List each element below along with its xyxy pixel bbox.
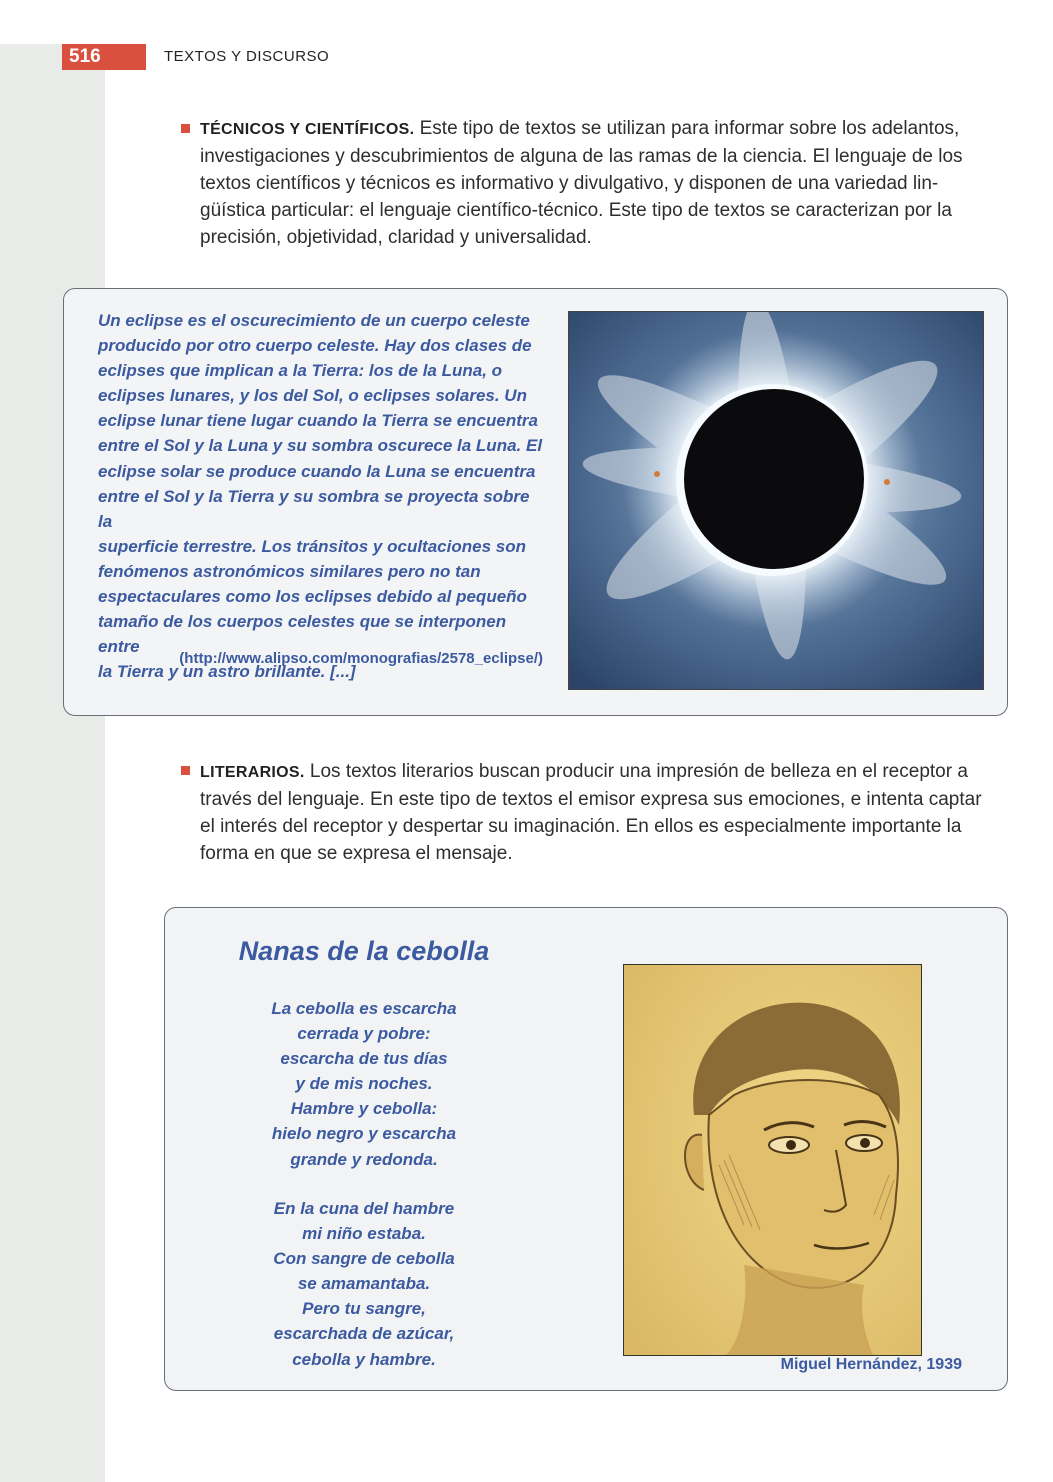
quote-line: superficie terrestre. Los tránsitos y ocultaciones son xyxy=(98,536,526,556)
poem-line: mi niño estaba. xyxy=(302,1224,426,1244)
poem-stanza-1 xyxy=(214,996,514,1172)
poem-line: En la cuna del hambre xyxy=(273,1199,455,1218)
author-portrait xyxy=(623,964,922,1356)
tecnicos-paragraph xyxy=(200,115,1008,251)
paragraph-line: través del lenguaje. En este tipo de textos el emisor expresa sus emociones, e intenta captar xyxy=(200,789,982,810)
eclipse-quote xyxy=(98,308,543,684)
poem-line: Con sangre de cebolla xyxy=(273,1249,455,1269)
poem-stanza-2 xyxy=(214,1196,514,1372)
quote-line: producido por otro cuerpo celeste. Hay dos clases de xyxy=(98,336,532,356)
paragraph-line: textos científicos y técnicos es informativo y divulgativo, y disponen de una variedad lin- xyxy=(200,173,939,194)
quote-line: tamaño de los cuerpos celestes que se interponen entre xyxy=(98,612,507,657)
quote-line: eclipse solar se produce cuando la Luna se encuentra xyxy=(98,461,536,481)
page-number: 516 xyxy=(62,44,146,70)
paragraph-line: Este tipo de textos se utilizan para informar sobre los adelantos, xyxy=(419,118,960,139)
solar-eclipse-illustration xyxy=(569,312,984,690)
poem-line: se amamantaba. xyxy=(297,1274,431,1294)
paragraph-line: investigaciones y descubrimientos de alguna de las ramas de la ciencia. El lenguaje de los xyxy=(200,146,963,167)
literarios-paragraph xyxy=(200,758,1008,867)
bullet-square-icon xyxy=(181,766,190,775)
poem-line: y de mis noches. xyxy=(295,1074,433,1094)
paragraph-line: Los textos literarios buscan producir una impresión de belleza en el receptor a xyxy=(309,761,968,782)
quote-line: eclipse lunar tiene lugar cuando la Tierra se encuentra xyxy=(98,411,538,431)
portrait-caption: Miguel Hernández, 1939 xyxy=(780,1356,962,1373)
quote-line: Un eclipse es el oscurecimiento de un cuerpo celeste xyxy=(98,311,530,330)
section-label: TEXTOS Y DISCURSO xyxy=(164,48,330,65)
portrait-drawing xyxy=(624,965,922,1356)
poem-line: cebolla y hambre. xyxy=(292,1349,436,1369)
quote-line: espectaculares como los eclipses debido al pequeño xyxy=(98,587,527,607)
poem-line: escarchada de azúcar, xyxy=(273,1324,455,1344)
bullet-square-icon xyxy=(181,124,190,133)
quote-line: eclipses lunares, y los del Sol, o eclipses solares. Un xyxy=(98,386,527,406)
poem-line: Hambre y cebolla: xyxy=(290,1099,438,1119)
eclipse-source-link: (http://www.alipso.com/monografias/2578_eclipse/) xyxy=(179,650,543,667)
quote-line: eclipses que implican a la Tierra: los de la Luna, o xyxy=(98,361,503,381)
poem-title: Nanas de la cebolla xyxy=(238,936,490,966)
poem-line: cerrada y pobre: xyxy=(297,1024,431,1044)
quote-line: entre el Sol y la Tierra y su sombra se proyecta sobre la xyxy=(98,486,530,531)
poem-line: hielo negro y escarcha xyxy=(271,1124,457,1144)
poem-line: Pero tu sangre, xyxy=(302,1299,426,1319)
page-top-margin xyxy=(0,0,1053,44)
paragraph-line: güística particular: el lenguaje científico-técnico. Este tipo de textos se caracterizan por la xyxy=(200,200,952,221)
quote-line: la Tierra y un astro brillante. [...] xyxy=(98,662,356,682)
quote-line: fenómenos astronómicos similares pero no tan xyxy=(98,561,481,581)
solar-eclipse-photo xyxy=(568,311,984,690)
page-margin-strip xyxy=(0,0,105,1482)
poem-line: La cebolla es escarcha xyxy=(271,999,457,1018)
paragraph-line: forma en que se expresa el mensaje. xyxy=(200,843,513,864)
quote-line: entre el Sol y la Luna y su sombra oscurece la Luna. El xyxy=(98,436,543,456)
literarios-lead: LITERARIOS. xyxy=(200,764,305,781)
paragraph-line: el interés del receptor y despertar su imaginación. En ellos es especialmente importante la xyxy=(200,816,962,837)
paragraph-line: precisión, objetividad, claridad y universalidad. xyxy=(200,227,592,248)
poem-line: escarcha de tus días xyxy=(280,1049,448,1069)
tecnicos-lead: TÉCNICOS Y CIENTÍFICOS. xyxy=(200,121,415,138)
poem-line: grande y redonda. xyxy=(290,1149,438,1169)
